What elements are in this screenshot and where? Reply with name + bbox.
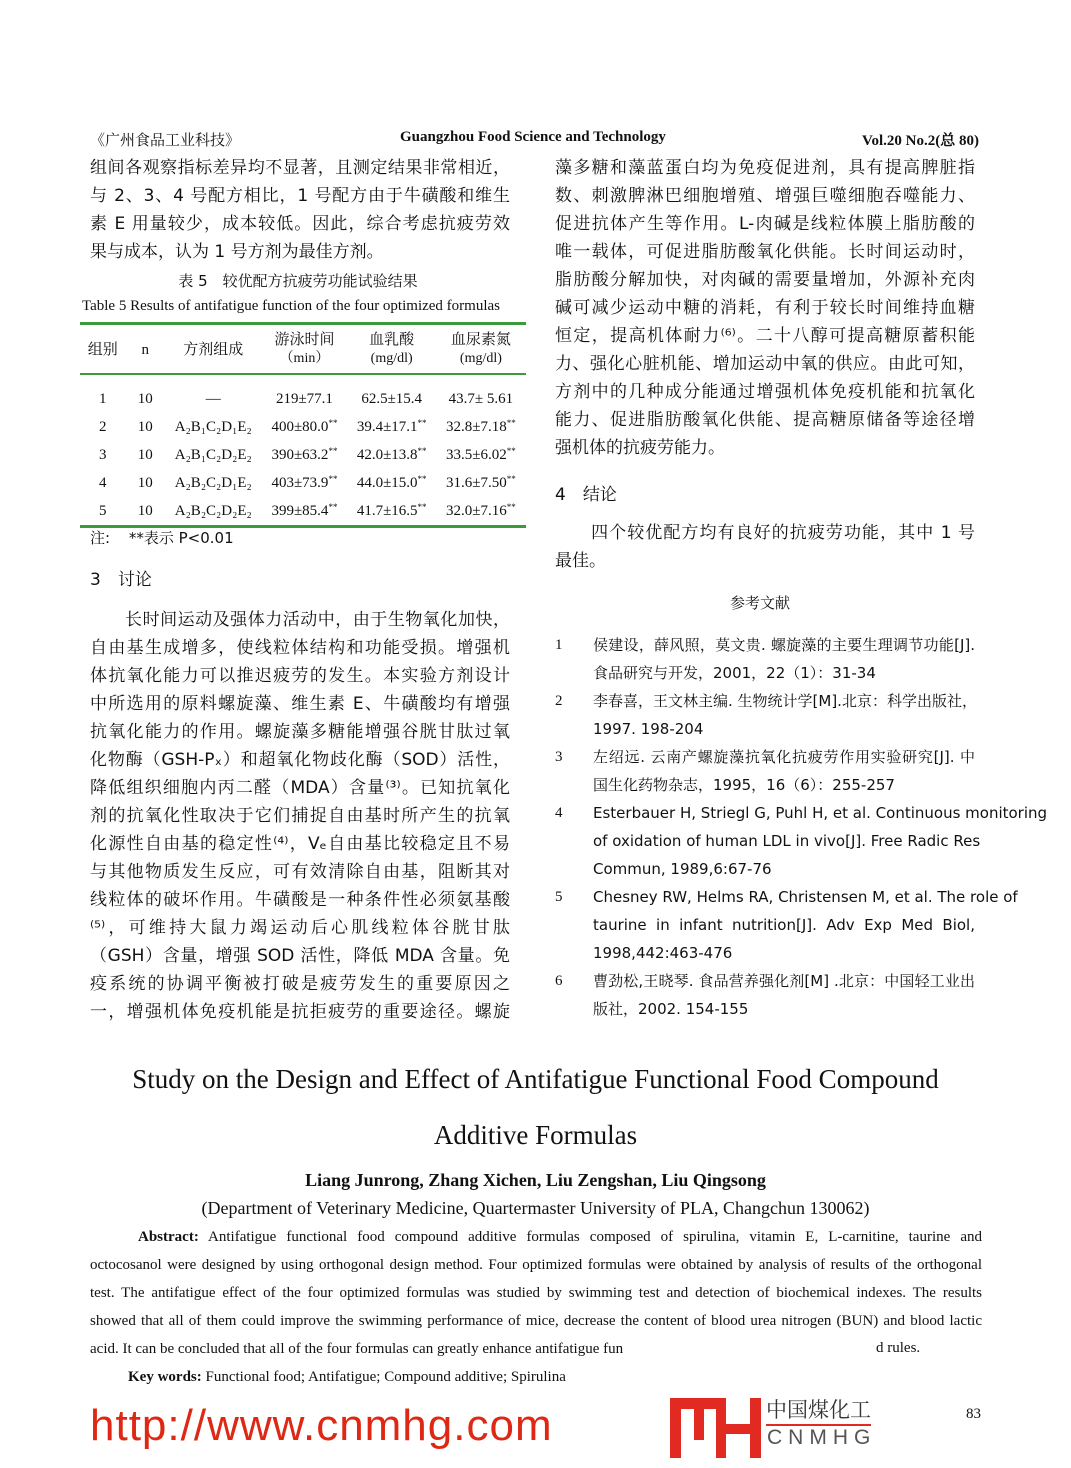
table-caption-en: Table 5 Results of antifatigue function of the four optimized formulas — [81, 298, 500, 314]
reference-item — [555, 799, 1048, 883]
reference-number: 4 — [555, 805, 563, 821]
text-line: 四个较优配方均有良好的抗疲劳功能，其中 1 号 — [555, 523, 975, 543]
text-line: 化物酶（GSH-Pₓ）和超氧化物歧化酶（SOD）活性， — [90, 750, 510, 770]
text-line: 长时间运动及强体力活动中，由于生物氧化加快， — [90, 610, 510, 630]
reference-line: Commun, 1989,6:67-76 — [593, 860, 772, 878]
text-line: 数、刺激脾淋巴细胞增殖、增强巨噬细胞吞噬能力、 — [555, 186, 975, 206]
cell-formula: A₂B₁C₂D₂E₂ — [174, 446, 252, 463]
section-4-heading: 4 结论 — [555, 485, 617, 505]
text-line: 一，增强机体免疫机能是抗拒疲劳的重要途径。螺旋 — [90, 1002, 510, 1022]
url-watermark: http://www.cnmhg.com — [90, 1401, 553, 1450]
reference-line: of oxidation of human LDL in vivo[J]. Free Radic Res — [593, 832, 981, 850]
note-text: **表示 P<0.01 — [128, 529, 234, 547]
authors: Liang Junrong, Zhang Xichen, Liu Zengshan, Liu Qingsong — [305, 1170, 766, 1190]
text-line: 与 2、3、4 号配方相比，1 号配方由于牛磺酸和维生 — [90, 186, 510, 206]
text-line: 碱可减少运动中糖的消耗，有利于较长时间维持血糖 — [555, 298, 975, 318]
cell-swim: 399±85.4** — [261, 497, 347, 527]
english-title-line-2: Additive Formulas — [433, 1120, 638, 1150]
text-line: ⁽⁵⁾，可维持大鼠力竭运动后心肌线粒体谷胱甘肽 — [90, 918, 510, 938]
cell-bun: 31.6±7.50** — [446, 473, 516, 491]
cell-lactic: 42.0±13.8** — [356, 445, 427, 463]
col-group: 组别 — [80, 324, 125, 375]
references-heading: 参考文献 — [730, 594, 791, 612]
cell-bun: 32.0±7.16** — [436, 497, 526, 527]
text-line: 促进抗体产生等作用。L-肉碱是线粒体膜上脂肪酸的 — [555, 214, 975, 234]
text-line: 能力、促进脂肪酸氧化供能、提高糖原储备等途径增 — [555, 410, 975, 430]
text-line: 方剂中的几种成分能通过增强机体免疫机能和抗氧化 — [555, 382, 975, 402]
cnmhg-logo — [670, 1394, 890, 1462]
table-row — [80, 374, 526, 413]
reference-number: 6 — [555, 973, 563, 989]
text-line: 体抗氧化能力可以推迟疲劳的发生。本实验方剂设计 — [90, 666, 510, 686]
reference-line: taurine in infant nutrition[J]. Adv Exp Med Biol, — [593, 916, 975, 934]
reference-number: 5 — [555, 889, 563, 905]
text-line: 最佳。 — [555, 551, 606, 571]
results-table — [80, 322, 526, 528]
cell-group: 1 — [98, 390, 107, 407]
abstract-line: showed that all of them could improve the swimming performance of mice, decrease the content of blood urea nitrogen (BUN) and blood lactic — [90, 1313, 982, 1329]
left-intro-paragraph — [90, 154, 510, 266]
cell-formula: A₂B₂C₂D₁E₂ — [174, 474, 252, 491]
abstract-line: octocosanol were designed by using orthogonal design method. Four optimized formulas were obtained by analysis of results of the orthogonal — [90, 1257, 982, 1273]
reference-line: 1998,442:463-476 — [593, 944, 733, 962]
col-formula: 方剂组成 — [165, 324, 261, 375]
logo-cn-text: 中国煤化工 — [766, 1394, 871, 1426]
volume-info: Vol.20 No.2(总 80) — [862, 133, 979, 149]
cell-n: 10 — [137, 474, 153, 491]
discussion-paragraph — [90, 606, 510, 1026]
cell-lactic: 41.7±16.5** — [348, 497, 436, 527]
table-row — [80, 469, 526, 497]
reference-line: 曹劲松,王晓琴. 食品营养强化剂[M] .北京：中国轻工业出 — [593, 972, 975, 990]
cell-n: 10 — [137, 446, 153, 463]
reference-line: Chesney RW, Helms RA, Christensen M, et al. The role of — [593, 888, 1018, 906]
conclusion-paragraph — [555, 519, 975, 575]
table-caption-cn: 表 5 较优配方抗疲劳功能试验结果 — [178, 272, 418, 290]
abstract — [90, 1223, 982, 1391]
text-line: 力、强化心脏机能、增加运动中氧的供应。由此可知， — [555, 354, 975, 374]
journal-name-cn: 《广州食品工业科技》 — [90, 131, 241, 149]
cell-lactic: 39.4±17.1** — [356, 417, 427, 435]
affiliation: (Department of Veterinary Medicine, Quartermaster University of PLA, Changchun 130062) — [201, 1198, 870, 1218]
table-row — [80, 413, 526, 441]
cell-swim: 219±77.1 — [275, 390, 333, 407]
reference-item — [555, 631, 975, 687]
cell-lactic: 62.5±15.4 — [361, 390, 423, 407]
text-line: 素 E 用量较少，成本较低。因此，综合考虑抗疲劳效 — [90, 214, 510, 234]
note-label: 注: — [90, 529, 111, 547]
cell-n: 10 — [137, 390, 153, 407]
cell-group: 2 — [98, 418, 107, 435]
keywords-label: Key words: — [128, 1369, 202, 1385]
text-line: 化源性自由基的稳定性⁽⁴⁾，Vₑ自由基比较稳定且不易 — [90, 834, 510, 854]
keywords-text: Functional food; Antifatigue; Compound additive; Spirulina — [205, 1369, 566, 1385]
abstract-label: Abstract: — [138, 1229, 199, 1245]
cell-swim: 400±80.0** — [271, 417, 338, 435]
cell-bun: 33.5±6.02** — [446, 445, 516, 463]
reference-item — [555, 967, 975, 1023]
section-3-heading: 3 讨论 — [90, 570, 152, 590]
reference-line: 国生化药物杂志，1995，16（6）：255-257 — [593, 776, 895, 794]
col-n: n — [125, 324, 165, 375]
cell-formula: A₂B₂C₂D₂E₂ — [165, 497, 261, 527]
text-line: 与其他物质发生反应，可有效清除自由基，阻断其对 — [90, 862, 510, 882]
abstract-tail: d rules. — [876, 1340, 921, 1356]
abstract-line: acid. It can be concluded that all of the four formulas can greatly enhance antifatigue fun — [90, 1341, 624, 1357]
cell-group: 4 — [98, 474, 107, 491]
text-line: 剂的抗氧化性取决于它们捕捉自由基时所产生的抗氧 — [90, 806, 510, 826]
reference-number: 1 — [555, 637, 563, 653]
logo-en-text: CNMHG — [767, 1426, 877, 1449]
text-line: 自由基生成增多，使线粒体结构和功能受损。增强机 — [90, 638, 510, 658]
col-lactic: 血乳酸 (mg/dl) — [348, 324, 436, 375]
col-swim: 游泳时间 （min） — [261, 324, 347, 375]
reference-line: 食品研究与开发，2001，22（1）：31-34 — [593, 664, 876, 682]
reference-item — [555, 687, 975, 743]
table-row — [80, 497, 526, 527]
reference-number: 2 — [555, 693, 563, 709]
table-row — [80, 441, 526, 469]
cell-swim: 403±73.9** — [271, 473, 338, 491]
keywords — [90, 1363, 982, 1391]
reference-line: Esterbauer H, Striegl G, Puhl H, et al. Continuous monitoring — [593, 804, 1048, 822]
text-line: 抗氧化能力的作用。螺旋藻多糖能增强谷胱甘肽过氧 — [90, 722, 510, 742]
text-line: 藻多糖和藻蓝蛋白均为免疫促进剂，具有提高脾脏指 — [555, 158, 975, 178]
text-line: 脂肪酸分解加快，对肉碱的需要量增加，外源补充肉 — [555, 270, 975, 290]
mh-logo-icon — [670, 1394, 762, 1460]
reference-line: 1997. 198-204 — [593, 720, 704, 738]
cell-formula: — — [205, 390, 221, 407]
text-line: 强机体的抗疲劳能力。 — [555, 438, 725, 458]
discussion-continued — [555, 154, 975, 462]
reference-line: 李春喜，王文林主编. 生物统计学[M].北京：科学出版社， — [593, 692, 977, 710]
text-line: 组间各观察指标差异均不显著，且测定结果非常相近， — [90, 158, 510, 178]
text-line: 疫系统的协调平衡被打破是疲劳发生的重要原因之 — [90, 974, 510, 994]
cell-group: 5 — [80, 497, 125, 527]
col-bun: 血尿素氮 (mg/dl) — [436, 324, 526, 375]
text-line: 恒定，提高机体耐力⁽⁶⁾。二十八醇可提高糖原蓄积能 — [555, 326, 975, 346]
cell-lactic: 44.0±15.0** — [356, 473, 427, 491]
text-line: （GSH）含量，增强 SOD 活性，降低 MDA 含量。免 — [90, 946, 510, 966]
page-number: 83 — [966, 1406, 981, 1422]
table-header-row — [80, 324, 526, 375]
text-line: 线粒体的破坏作用。牛磺酸是一种条件性必须氨基酸 — [90, 890, 510, 910]
english-title-line-1: Study on the Design and Effect of Antifatigue Functional Food Compound — [132, 1064, 939, 1094]
reference-item — [555, 883, 1018, 967]
cell-swim: 390±63.2** — [271, 445, 338, 463]
cell-n: 10 — [137, 418, 153, 435]
text-line: 果与成本，认为 1 号方剂为最佳方剂。 — [90, 242, 384, 262]
abstract-line: test. The antifatigue effect of the four optimized formulas was studied by swimming test and detection of biochemical indexes. The results — [90, 1285, 982, 1301]
cell-group: 3 — [98, 446, 107, 463]
reference-line: 版社，2002. 154-155 — [593, 1000, 749, 1018]
cell-bun: 43.7± 5.61 — [448, 390, 514, 407]
text-line: 中所选用的原料螺旋藻、维生素 E、牛磺酸均有增强 — [90, 694, 510, 714]
cell-formula: A₂B₁C₂D₁E₂ — [174, 418, 252, 435]
reference-item — [555, 743, 975, 799]
text-line: 唯一载体，可促进脂肪酸氧化供能。长时间运动时， — [555, 242, 975, 262]
journal-name-en: Guangzhou Food Science and Technology — [400, 129, 666, 145]
abstract-text: Antifatigue functional food compound additive formulas composed of spirulina, vitamin E, L-carnitine, taurine and — [208, 1229, 982, 1245]
abstract-line — [90, 1223, 982, 1251]
reference-line: 左绍远. 云南产螺旋藻抗氧化抗疲劳作用实验研究[J]. 中 — [593, 748, 975, 766]
text-line: 降低组织细胞内丙二醛（MDA）含量⁽³⁾。已知抗氧化 — [90, 778, 510, 798]
cell-n: 10 — [125, 497, 165, 527]
reference-line: 侯建设，薛风照，莫文贵. 螺旋藻的主要生理调节功能[J]. — [593, 636, 975, 654]
cell-bun: 32.8±7.18** — [446, 417, 516, 435]
table-note — [90, 527, 234, 548]
reference-number: 3 — [555, 749, 563, 765]
